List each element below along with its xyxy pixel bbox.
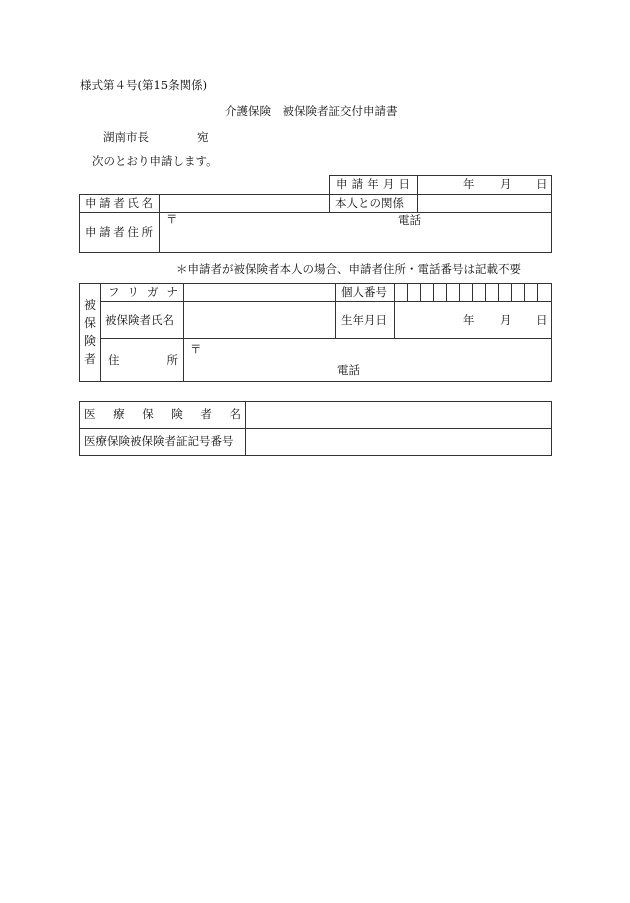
application-date-day-unit: 日: [536, 177, 548, 191]
addressee-suffix: 宛: [197, 130, 209, 144]
applicant-address-label: 申 請 者 住 所: [85, 225, 153, 239]
note-text: ＊申請者が被保険者本人の場合、申請者住所・電話番号は記載不要: [176, 262, 521, 276]
birthdate-year-unit: 年: [463, 313, 475, 327]
page-title: 介護保険 被保険者証交付申請書: [225, 104, 398, 118]
personal-number-field[interactable]: [395, 284, 551, 300]
personal-number-label: 個人番号: [341, 285, 387, 299]
applicant-address-field[interactable]: [161, 213, 551, 252]
insurer-name-field[interactable]: [247, 402, 551, 427]
application-date-label: 申 請 年 月 日: [336, 177, 410, 191]
insured-side-label: 被 保 険 者: [83, 298, 96, 366]
furigana-field[interactable]: [185, 284, 334, 300]
relationship-field[interactable]: [419, 195, 551, 211]
card-number-field[interactable]: [247, 429, 551, 455]
applicant-name-label: 申 請 者 氏 名: [85, 196, 153, 210]
furigana-label: フ リ ガ ナ: [108, 285, 178, 299]
applicant-name-field[interactable]: [161, 195, 328, 211]
card-number-label: 医療保険被保険者証記号番号: [84, 434, 234, 448]
insurer-name-label: 医 療 保 険 者 名: [84, 407, 241, 421]
insured-postal-mark: 〒: [190, 342, 202, 356]
insured-address-field[interactable]: [185, 339, 551, 381]
addressee-mayor: 湖南市長: [103, 130, 149, 144]
relationship-label: 本人との関係: [335, 196, 404, 210]
insured-address-label: 住 所: [108, 353, 178, 367]
form-number: 様式第４号(第15条関係): [80, 78, 208, 92]
insured-name-field[interactable]: [185, 302, 334, 337]
applicant-phone-label: 電話: [398, 213, 421, 227]
birthdate-day-unit: 日: [536, 313, 548, 327]
applicant-postal-mark: 〒: [166, 212, 178, 226]
birthdate-month-unit: 月: [500, 313, 512, 327]
birthdate-label: 生年月日: [341, 313, 387, 327]
application-date-year-unit: 年: [463, 177, 475, 191]
application-date-month-unit: 月: [500, 177, 512, 191]
insured-phone-label: 電話: [337, 363, 360, 377]
insured-name-label: 被保険者氏名: [105, 313, 174, 327]
intro-text: 次のとおり申請します。: [92, 154, 218, 168]
